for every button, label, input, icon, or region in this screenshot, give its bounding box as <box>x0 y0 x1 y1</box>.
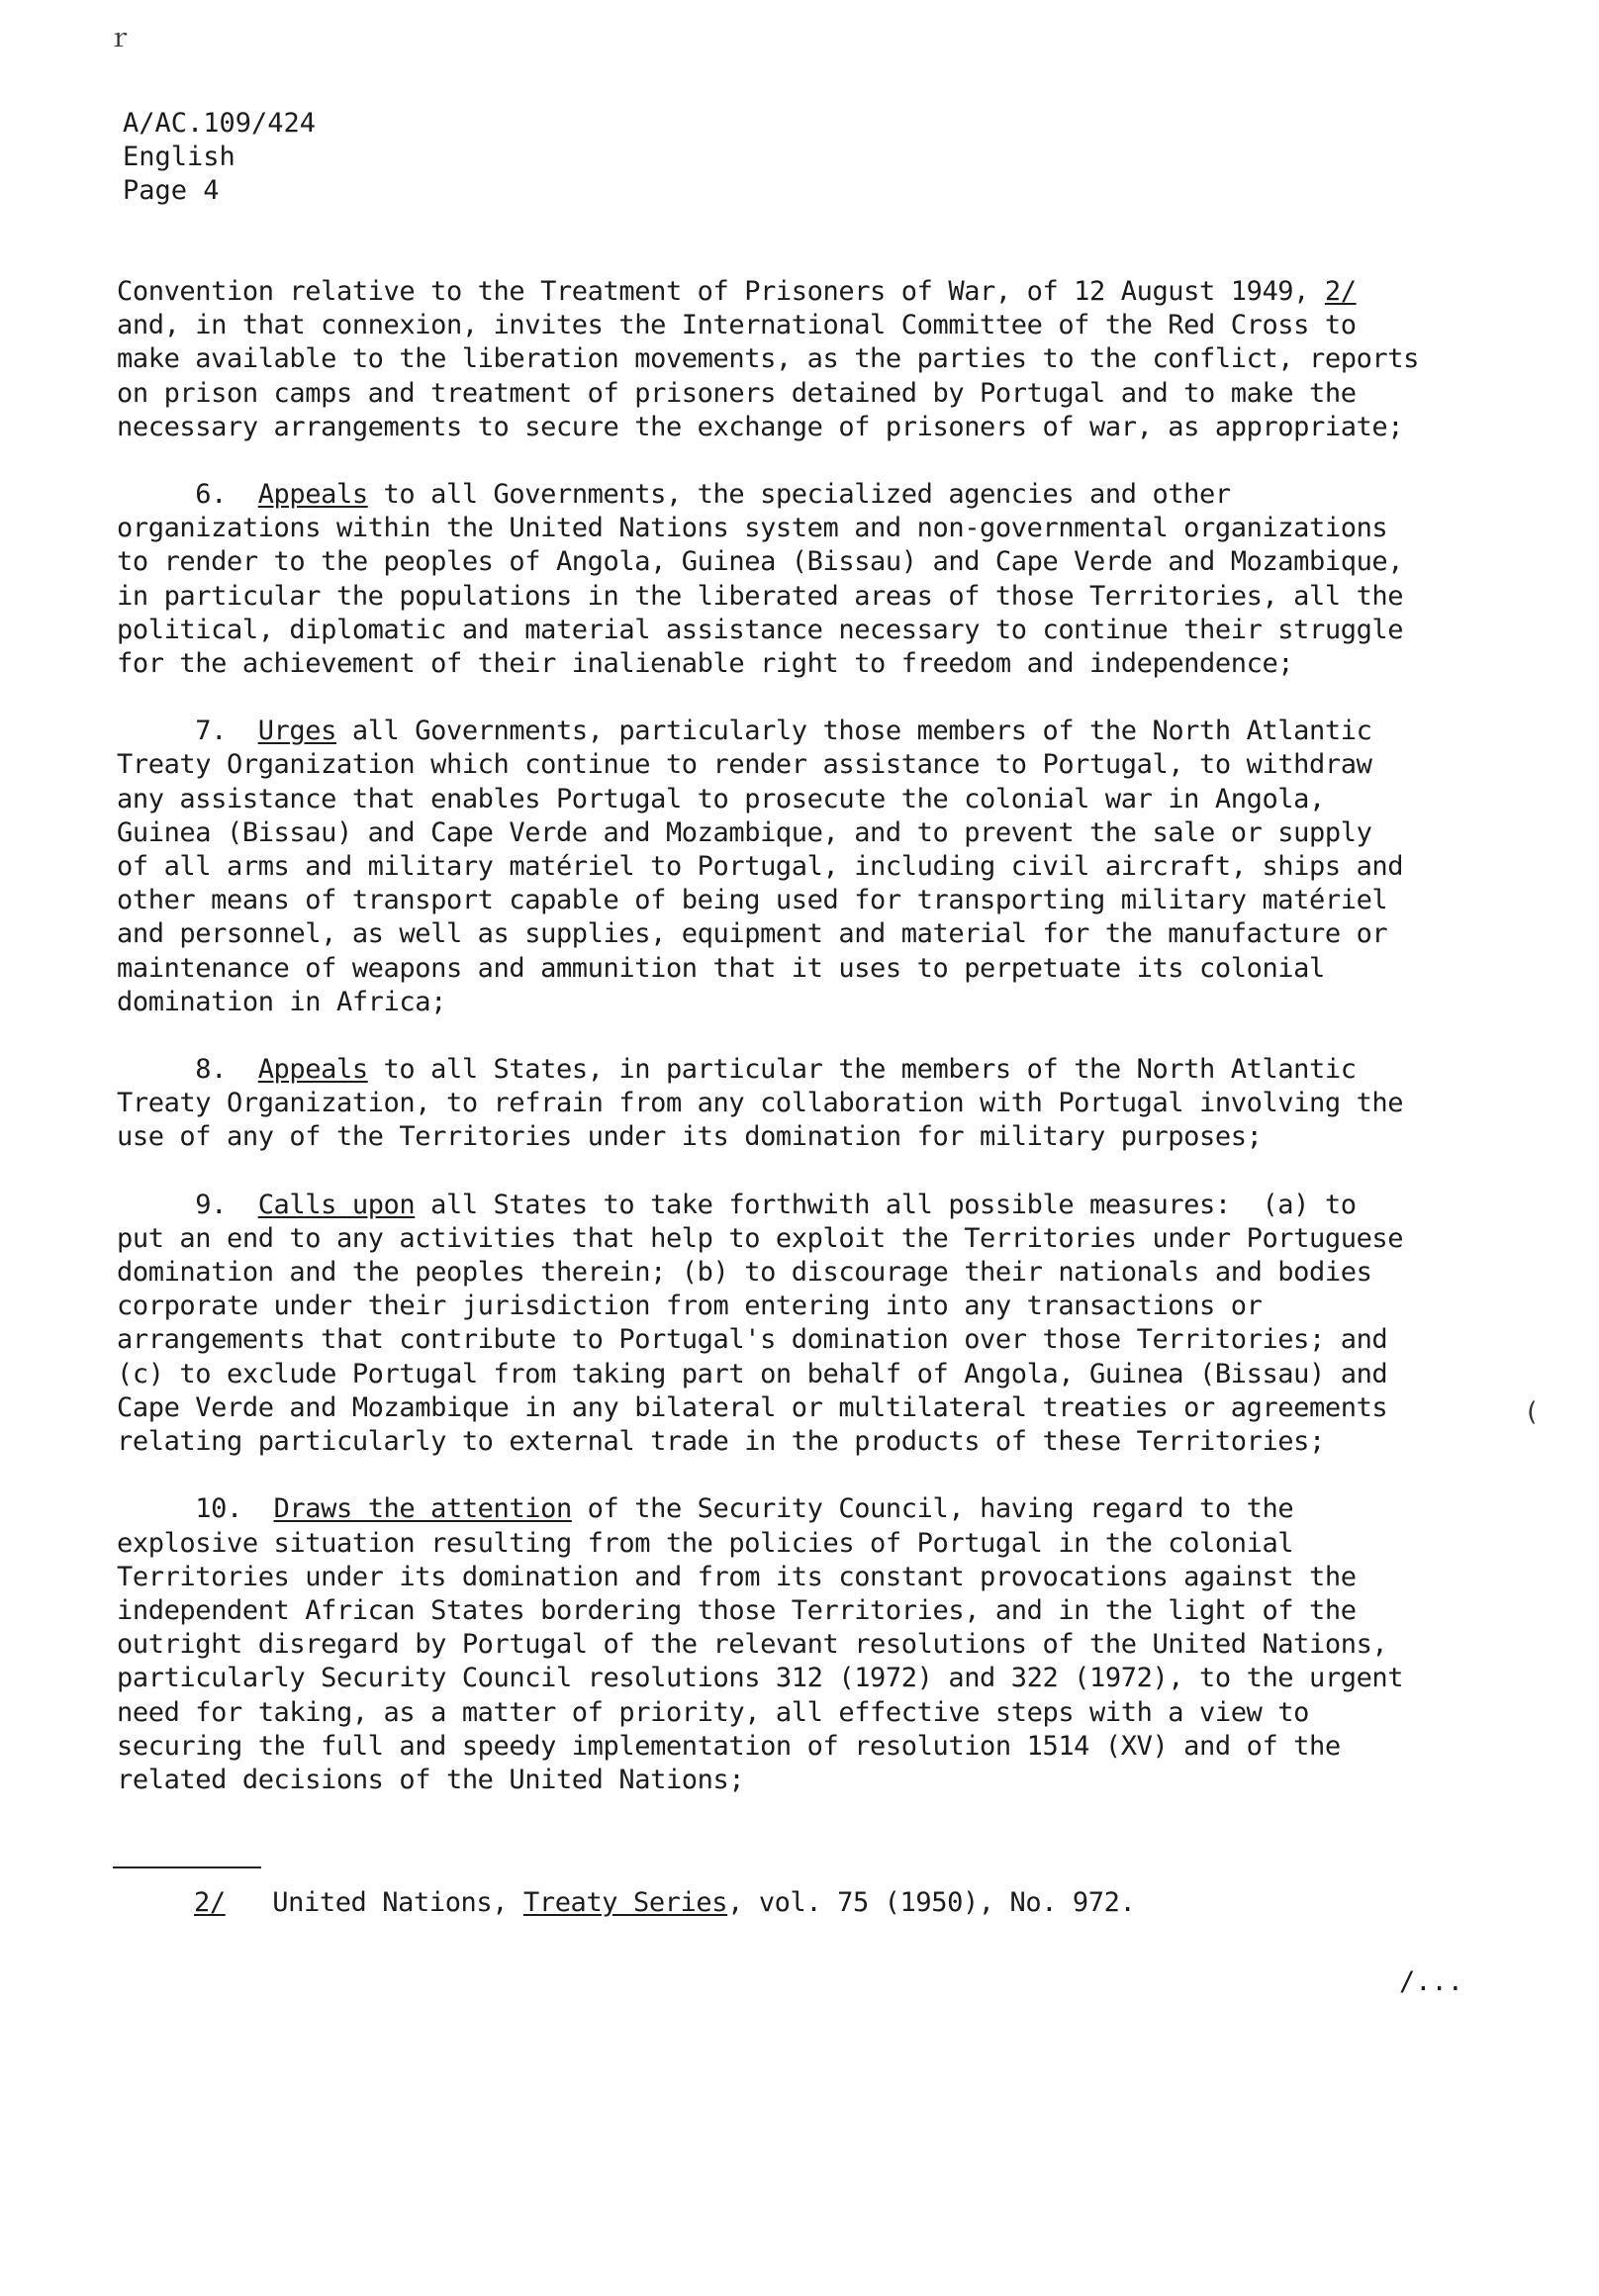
footnote-text-before: United Nations, <box>225 1887 523 1918</box>
text-line <box>117 545 1502 579</box>
text-segment: 6. <box>117 479 258 511</box>
text-segment: securing the full and speedy implementation of resolution 1514 (XV) and of the <box>117 1730 1341 1762</box>
text-line <box>117 1594 1502 1628</box>
text-segment: put an end to any activities that help to exploit the Territories under Portuguese <box>117 1222 1404 1254</box>
text-segment: all States to take forthwith all possible measures: (a) to <box>415 1189 1357 1220</box>
text-line <box>117 377 1502 411</box>
footnote-divider <box>113 1866 261 1868</box>
text-line <box>117 580 1502 614</box>
text-line <box>117 1696 1502 1730</box>
text-line <box>117 952 1502 986</box>
text-segment: 7. <box>117 716 258 747</box>
text-segment: independent African States bordering those Territories, and in the light of the <box>117 1594 1357 1626</box>
text-line <box>117 1120 1502 1154</box>
text-line <box>117 1053 1502 1087</box>
text-segment: political, diplomatic and material assistance necessary to continue their struggle <box>117 614 1404 645</box>
text-segment: (c) to exclude Portugal from taking part on behalf of Angola, Guinea (Bissau) and <box>117 1358 1388 1389</box>
text-segment: corporate under their jurisdiction from entering into any transactions or <box>117 1291 1263 1322</box>
text-segment: need for taking, as a matter of priority, all effective steps with a view to <box>117 1696 1310 1728</box>
text-line <box>117 1764 1502 1797</box>
text-line <box>117 309 1502 342</box>
text-line <box>117 1628 1502 1662</box>
text-segment: 10. <box>117 1493 274 1525</box>
underlined-operative-verb: Appeals <box>257 479 368 511</box>
text-segment: on prison camps and treatment of prisoners detained by Portugal and to make the <box>117 377 1357 409</box>
text-segment: to all Governments, the specialized agencies and other <box>367 479 1231 511</box>
text-segment: Guinea (Bissau) and Cape Verde and Mozambique, and to prevent the sale or supply <box>117 816 1372 848</box>
text-segment: for the achievement of their inalienable right to freedom and independence; <box>117 648 1294 680</box>
footnote-title: Treaty Series <box>522 1887 728 1918</box>
text-line <box>117 1222 1502 1256</box>
scan-artifact-mark: ( <box>1524 1397 1540 1427</box>
text-line <box>117 1323 1502 1357</box>
text-line <box>117 1087 1502 1120</box>
scan-artifact-mark: ｒ <box>107 24 134 53</box>
text-segment: organizations within the United Nations system and non-governmental organizations <box>117 513 1388 544</box>
text-segment: outright disregard by Portugal of the relevant resolutions of the United Nations, <box>117 1629 1388 1661</box>
text-segment: and, in that connexion, invites the International Committee of the Red Cross to <box>117 310 1357 341</box>
text-line <box>117 1730 1502 1764</box>
text-line <box>117 715 1502 748</box>
text-line <box>117 411 1502 444</box>
underlined-operative-verb: 2/ <box>1324 276 1357 307</box>
text-segment: domination and the peoples therein; (b) to discourage their nationals and bodies <box>117 1257 1372 1289</box>
text-segment: arrangements that contribute to Portugal's domination over those Territories; and <box>117 1324 1388 1356</box>
paragraph <box>117 715 1502 1019</box>
text-segment: to all States, in particular the members of the North Atlantic <box>367 1054 1357 1086</box>
text-segment: of all arms and military matériel to Portugal, including civil aircraft, ships and <box>117 851 1404 883</box>
text-segment: 9. <box>117 1189 258 1220</box>
text-line <box>117 748 1502 782</box>
text-line <box>117 1358 1502 1391</box>
paragraph <box>117 478 1502 681</box>
text-segment: other means of transport capable of being used for transporting military matériel <box>117 885 1388 916</box>
text-line <box>117 342 1502 376</box>
text-segment: in particular the populations in the liberated areas of those Territories, all the <box>117 580 1404 612</box>
text-line <box>117 783 1502 816</box>
text-line <box>117 478 1502 512</box>
continuation-mark: /... <box>1399 1966 1464 1997</box>
paragraph <box>117 1492 1502 1797</box>
text-line <box>117 1256 1502 1290</box>
text-segment: Treaty Organization which continue to render assistance to Portugal, to withdraw <box>117 749 1372 781</box>
resolution-body <box>117 275 1502 1831</box>
text-line <box>117 1662 1502 1695</box>
text-line <box>117 1561 1502 1594</box>
page-number: Page 4 <box>123 175 220 206</box>
text-line <box>117 1527 1502 1561</box>
text-segment: use of any of the Territories under its domination for military purposes; <box>117 1121 1263 1153</box>
text-segment: Convention relative to the Treatment of Prisoners of War, of 12 August 1949, <box>117 276 1325 307</box>
underlined-operative-verb: Appeals <box>257 1054 368 1086</box>
text-line <box>117 1492 1502 1526</box>
text-segment: relating particularly to external trade in the products of these Territories; <box>117 1426 1325 1458</box>
text-line <box>117 614 1502 647</box>
text-line <box>117 850 1502 884</box>
footnote-marker: 2/ <box>194 1887 226 1918</box>
text-segment: of the Security Council, having regard to the <box>571 1493 1294 1525</box>
paragraph <box>117 1053 1502 1155</box>
paragraph <box>117 275 1502 444</box>
underlined-operative-verb: Urges <box>257 716 336 747</box>
text-segment: explosive situation resulting from the policies of Portugal in the colonial <box>117 1527 1294 1559</box>
footnote-text-after: , vol. 75 (1950), No. 972. <box>727 1887 1136 1918</box>
text-line <box>117 647 1502 681</box>
text-line <box>117 1425 1502 1459</box>
text-line <box>117 986 1502 1019</box>
text-line <box>117 275 1502 309</box>
footnote <box>194 1886 1135 1920</box>
document-language: English <box>123 142 235 172</box>
text-segment: and personnel, as well as supplies, equipment and material for the manufacture or <box>117 918 1388 950</box>
text-segment: Territories under its domination and from its constant provocations against the <box>117 1561 1357 1592</box>
text-segment: domination in Africa; <box>117 986 446 1017</box>
text-line <box>117 1391 1502 1425</box>
text-line <box>117 816 1502 850</box>
text-segment: particularly Security Council resolutions 312 (1972) and 322 (1972), to the urgent <box>117 1663 1404 1694</box>
text-segment: necessary arrangements to secure the exchange of prisoners of war, as appropriate; <box>117 411 1404 442</box>
text-segment: 8. <box>117 1054 258 1086</box>
text-segment: Cape Verde and Mozambique in any bilateral or multilateral treaties or agreements <box>117 1391 1388 1423</box>
text-line <box>117 512 1502 545</box>
text-segment: Treaty Organization, to refrain from any collaboration with Portugal involving the <box>117 1088 1404 1119</box>
document-header <box>123 107 316 208</box>
text-segment: any assistance that enables Portugal to prosecute the colonial war in Angola, <box>117 783 1325 814</box>
text-line <box>117 917 1502 951</box>
text-segment: to render to the peoples of Angola, Guinea (Bissau) and Cape Verde and Mozambique, <box>117 546 1404 578</box>
text-segment: all Governments, particularly those members of the North Atlantic <box>335 716 1372 747</box>
text-line <box>117 884 1502 917</box>
text-segment: maintenance of weapons and ammunition that it uses to perpetuate its colonial <box>117 952 1325 984</box>
paragraph <box>117 1189 1502 1460</box>
text-segment: make available to the liberation movements, as the parties to the conflict, reports <box>117 343 1419 375</box>
underlined-operative-verb: Calls upon <box>257 1189 416 1220</box>
underlined-operative-verb: Draws the attention <box>273 1493 572 1525</box>
document-symbol: A/AC.109/424 <box>123 108 317 139</box>
text-segment: related decisions of the United Nations; <box>117 1764 745 1795</box>
text-line <box>117 1189 1502 1222</box>
text-line <box>117 1290 1502 1323</box>
